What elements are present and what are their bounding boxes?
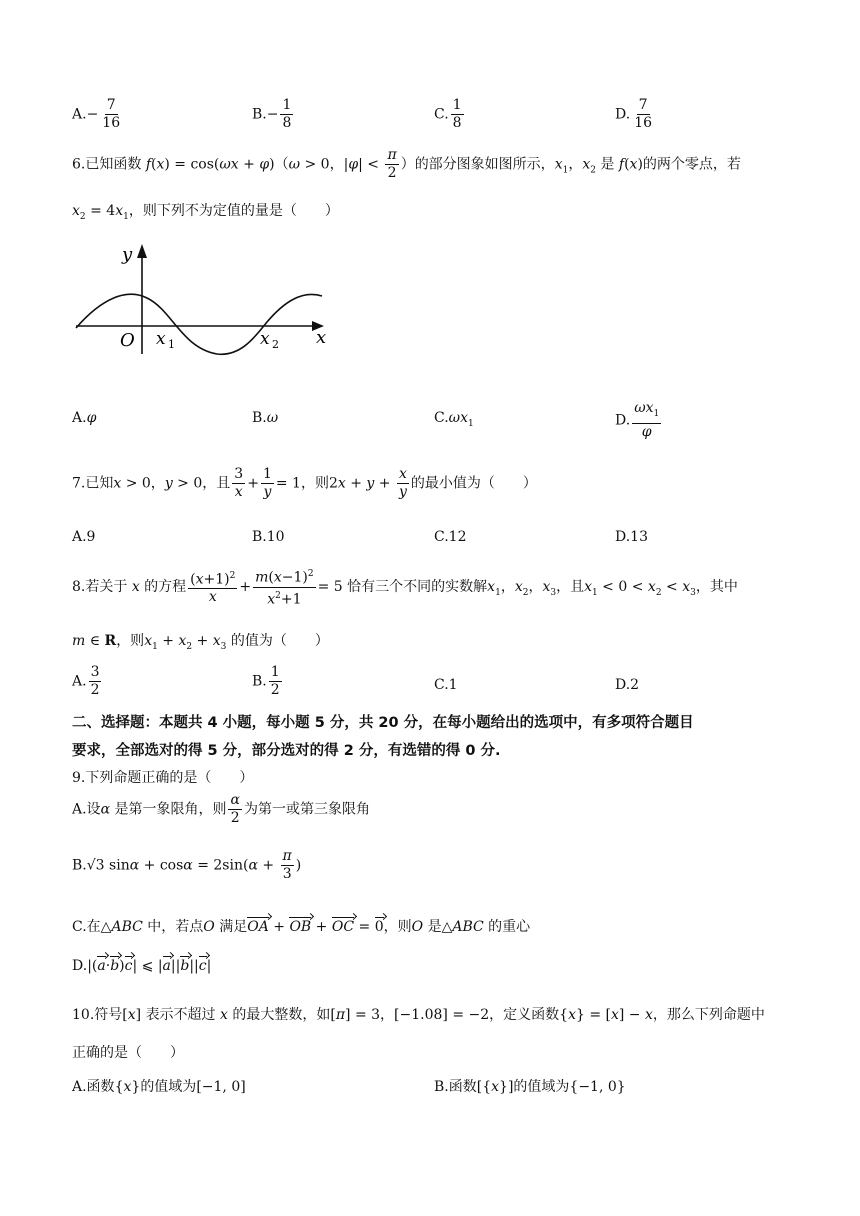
q8-option-c: C.1 (434, 677, 458, 693)
graph-x1-label: x (156, 329, 166, 349)
q7-option-d: D.13 (615, 529, 648, 545)
q8-stem-line2: m ∈ R，则$x_1 + x_2 + x_3$ 的值为（ ） (72, 633, 329, 652)
q9-stem: 9.下列命题正确的是（ ） (72, 770, 254, 786)
q6-option-b: B.ω (252, 410, 279, 426)
q9-option-a: A.设α 是第一象限角，则 $\frac{\alpha}{2}$ 为第一或第三象限角 (72, 792, 370, 826)
q5-option-d: D. $\frac{7}{16}$ (615, 97, 653, 131)
q7-option-c: C.12 (434, 529, 467, 545)
section2-heading-line1: 二、选择题：本题共 4 小题，每小题 5 分，共 20 分，在每小题给出的选项中，有多项符合题目 (72, 715, 694, 731)
graph-x2-label: x (260, 329, 270, 349)
q7-stem: 7.已知x > 0，y > 0，且 $\frac{3}{x}$ + $\frac{1}{y}$ = 1，则2x + y + $\frac{x}{y}$ 的最小值为（ ） (72, 466, 537, 500)
q10-option-b: B.函数[{x}]的值域为{−1, 0} (434, 1079, 626, 1095)
graph-y-label: y (122, 244, 133, 265)
q10-option-a: A.函数{x}的值域为[−1, 0] (72, 1079, 246, 1095)
q8-stem-line1: 8.若关于 x 的方程 $\frac{(x+1)^2}{x}$ + $\frac{m(x-1)^2}{x^2+1}$ = 5 恰有三个不同的实数解$x_1$，$x_2$，$x_3$，且$x_1 < 0 < x_2 < x_3$，其中 (72, 566, 738, 608)
graph-x-label: x (316, 327, 327, 348)
q8-option-d: D.2 (615, 677, 640, 693)
q10-stem-line1: 10.符号[x] 表示不超过 x 的最大整数，如[π] = 3，[−1.08] = −2，定义函数{x} = [x] − x，那么下列命题中 (72, 1007, 765, 1023)
q8-option-b: B. $\frac{1}{2}$ (252, 664, 280, 698)
q9-option-d: D.|(a·b)c| ⩽ |a||b||c| (72, 958, 212, 974)
graph-origin-label: O (120, 330, 135, 351)
q10-stem-line2: 正确的是（ ） (72, 1045, 184, 1061)
q6-option-c: $C.\omega x_1$ (434, 410, 474, 429)
q8-option-a: A. $\frac{3}{2}$ (72, 664, 100, 698)
q6-stem-line2: $x_2 = 4x_1$，则下列不为定值的量是（ ） (72, 203, 339, 222)
q6-cosine-graph (72, 238, 342, 358)
q9-option-c: C.在△ABC 中，若点O 满足OA + OB + OC = 0，则O 是△ABC 的重心 (72, 919, 531, 935)
q9-option-b: B.√3 sinα + cosα = 2sin(α + $\frac{\pi}{3}$ ) (72, 848, 302, 882)
q5-option-a: A.− $\frac{7}{16}$ (72, 97, 121, 131)
section2-heading-line2: 要求，全部选对的得 5 分，部分选对的得 2 分，有选错的得 0 分. (72, 743, 501, 759)
graph-x2-sub: 2 (272, 338, 279, 351)
q7-option-a: A.9 (72, 529, 96, 545)
graph-x1-sub: 1 (168, 338, 175, 351)
q7-option-b: B.10 (252, 529, 285, 545)
q6-option-a: A.φ (72, 410, 97, 426)
q6-option-d: D. $\frac{\omega x_1}{\varphi}$ (615, 400, 660, 440)
q6-stem-line1: 6.已知函数 f(x) = cos(ωx + φ)（ω > 0，|φ| < $\frac{\pi}{2}$ ）的部分图象如图所示，$x_1$，$x_2$ 是 f(x)的两个零点，若 (72, 147, 741, 181)
q5-option-c: C. $\frac{1}{8}$ (434, 97, 462, 131)
q5-option-b: B.− $\frac{1}{8}$ (252, 97, 292, 131)
